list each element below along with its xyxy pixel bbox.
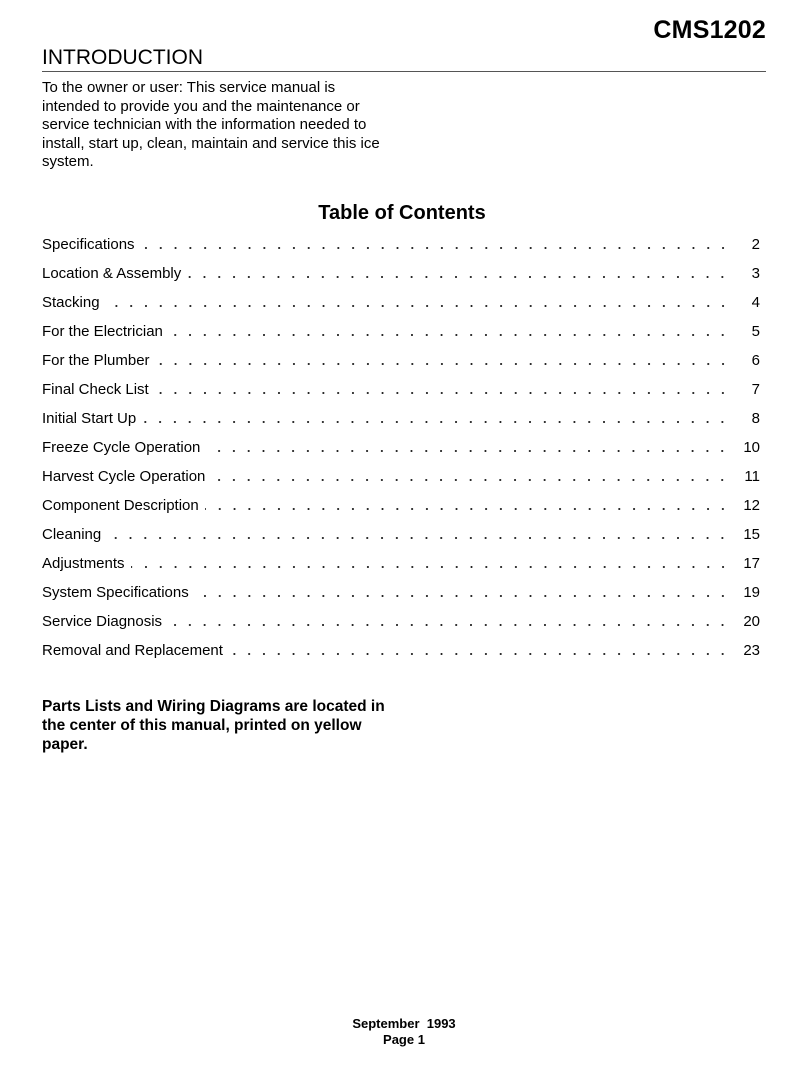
toc-entry-label: Cleaning	[42, 526, 102, 543]
toc-entry-page: 8	[751, 410, 760, 427]
footer-date: September 1993	[352, 1016, 456, 1031]
toc-entry-page: 3	[751, 265, 760, 282]
toc-entry-page: 2	[751, 236, 760, 253]
toc-entry-page: 12	[743, 497, 760, 514]
toc-entry[interactable]	[42, 351, 760, 380]
toc-leader-dots	[169, 325, 730, 337]
toc-entry[interactable]	[42, 583, 760, 612]
toc-entry-page: 19	[743, 584, 760, 601]
toc-entry-page: 4	[751, 294, 760, 311]
model-number: CMS1202	[653, 16, 766, 44]
toc-entry-label: For the Plumber	[42, 352, 150, 369]
toc-leader-dots	[195, 586, 730, 598]
toc-entry-label: Service Diagnosis	[42, 613, 163, 630]
toc-entry-page: 10	[743, 439, 760, 456]
toc-entry-label: Stacking	[42, 294, 100, 311]
toc-leader-dots	[155, 383, 730, 395]
intro-paragraph: To the owner or user: This service manual is intended to provide you and the maintenance or service technician with the information needed to install, start up, clean, maintain and service this ice system.	[42, 79, 380, 170]
toc-entry-page: 11	[744, 468, 760, 485]
toc-leader-dots	[211, 470, 730, 482]
toc-entry-page: 6	[751, 352, 760, 369]
toc-entry[interactable]	[42, 409, 760, 438]
toc-entry[interactable]	[42, 641, 760, 670]
toc-entry[interactable]	[42, 235, 760, 264]
toc-leader-dots	[107, 528, 730, 540]
toc-leader-dots	[141, 238, 730, 250]
toc-leader-dots	[156, 354, 730, 366]
toc-entry-label: Final Check List	[42, 381, 149, 398]
toc-entry[interactable]	[42, 380, 760, 409]
toc-entry-label: Initial Start Up	[42, 410, 137, 427]
toc-entry[interactable]	[42, 438, 760, 467]
toc-title	[0, 202, 808, 225]
toc-leader-dots	[131, 557, 730, 569]
toc-entry[interactable]	[42, 293, 760, 322]
page-footer	[0, 1016, 808, 1048]
parts-lists-note: Parts Lists and Wiring Diagrams are located in the center of this manual, printed on yellow paper.	[42, 698, 385, 753]
toc-entry[interactable]	[42, 612, 760, 641]
toc-entry-label: Specifications	[42, 236, 135, 253]
toc-leader-dots	[106, 296, 730, 308]
toc-entry[interactable]	[42, 264, 760, 293]
toc-entry-page: 5	[751, 323, 760, 340]
toc-entry[interactable]	[42, 525, 760, 554]
toc-entry-label: For the Electrician	[42, 323, 163, 340]
toc-entry-label: Adjustments	[42, 555, 125, 572]
toc-entry-page: 17	[743, 555, 760, 572]
toc-entry-label: Removal and Replacement	[42, 642, 223, 659]
toc-leader-dots	[206, 441, 730, 453]
footer-page-number: Page 1	[383, 1032, 425, 1047]
toc-leader-dots	[142, 412, 730, 424]
toc-leader-dots	[168, 615, 730, 627]
toc-title-text: Table of Contents	[318, 202, 486, 224]
toc-entry-page: 23	[743, 642, 760, 659]
toc-entry[interactable]	[42, 322, 760, 351]
table-of-contents	[42, 235, 760, 670]
toc-entry-page: 20	[743, 613, 760, 630]
toc-entry-label: Location & Assembly	[42, 265, 182, 282]
toc-entry-page: 7	[751, 381, 760, 398]
toc-leader-dots	[187, 267, 730, 279]
toc-entry-label: Component Description	[42, 497, 199, 514]
toc-leader-dots	[205, 499, 730, 511]
toc-entry[interactable]	[42, 554, 760, 583]
toc-leader-dots	[229, 644, 730, 656]
section-title: INTRODUCTION	[42, 46, 766, 72]
toc-entry-label: Harvest Cycle Operation	[42, 468, 206, 485]
toc-entry[interactable]	[42, 496, 760, 525]
toc-entry-label: System Specifications	[42, 584, 189, 601]
toc-entry-page: 15	[743, 526, 760, 543]
toc-entry[interactable]	[42, 467, 760, 496]
toc-entry-label: Freeze Cycle Operation	[42, 439, 201, 456]
